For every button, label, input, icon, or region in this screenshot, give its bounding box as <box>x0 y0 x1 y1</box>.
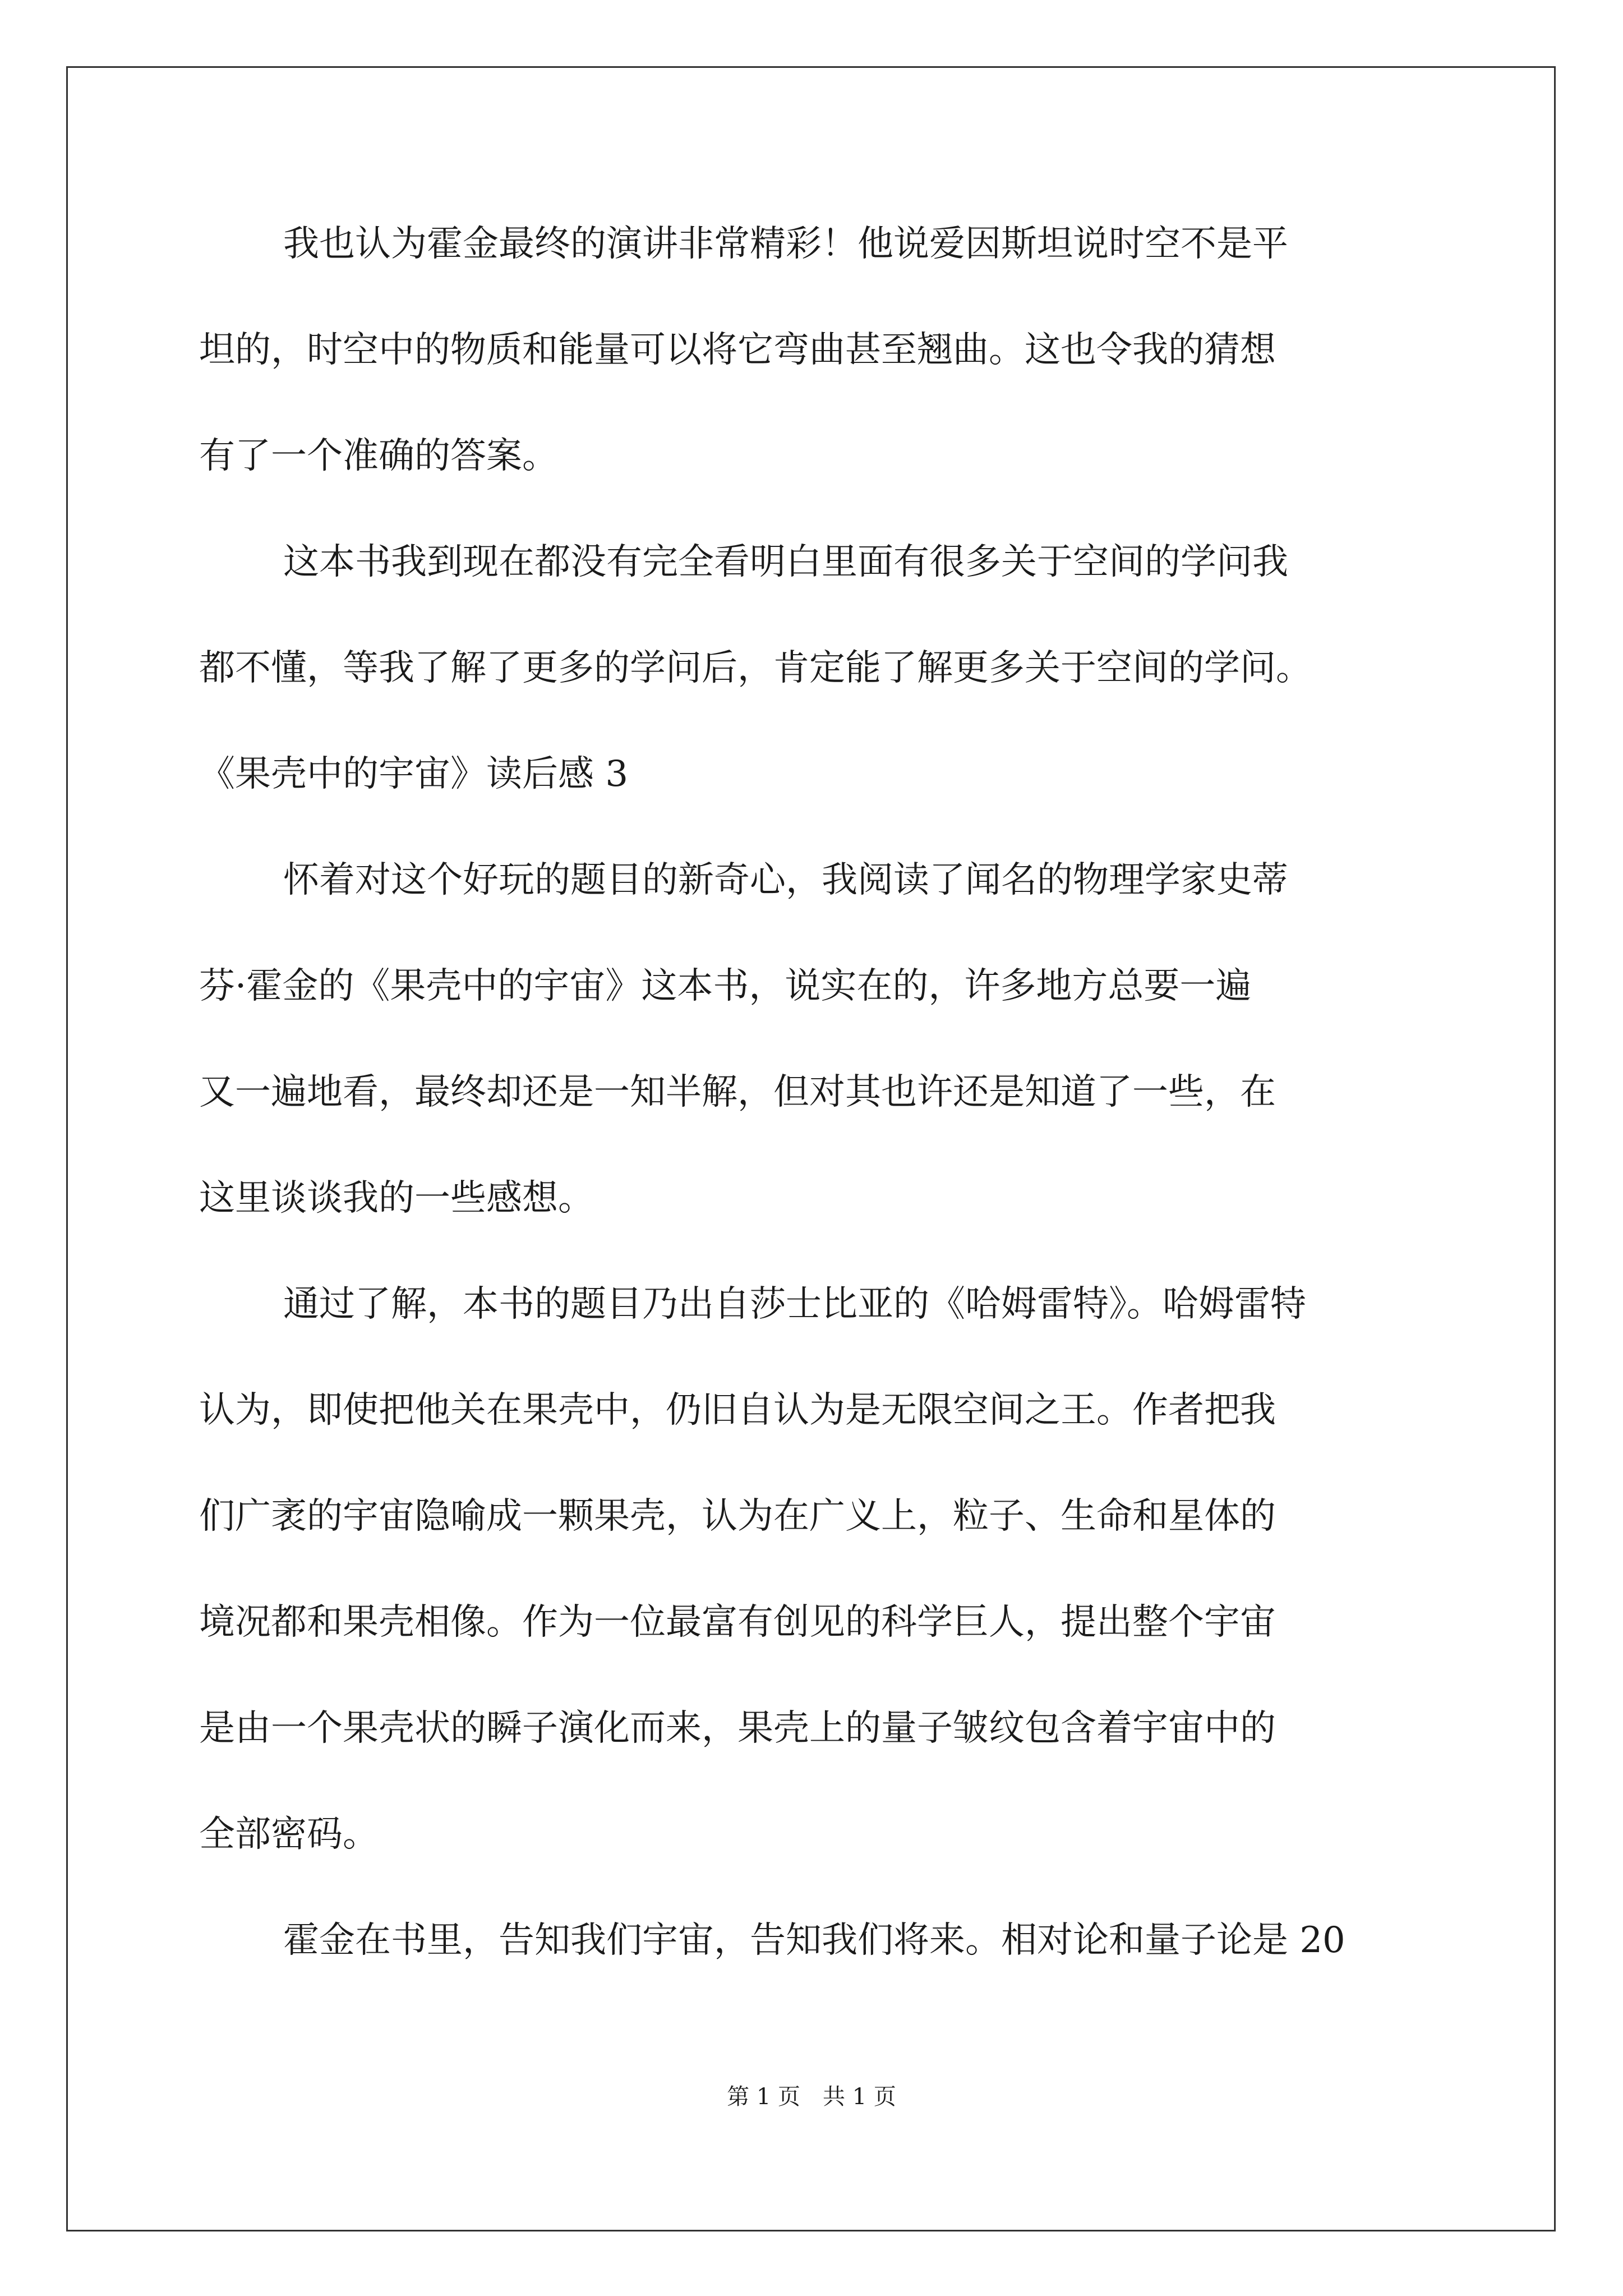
paragraph-line: 是由一个果壳状的瞬子演化而来，果壳上的量子皱纹包含着宇宙中的 <box>199 1708 1276 1749</box>
paragraph-line: 又一遍地看，最终却还是一知半解，但对其也许还是知道了一些，在 <box>199 1071 1276 1113</box>
paragraph-line: 通过了解，本书的题目乃出自莎士比亚的《哈姆雷特》。哈姆雷特 <box>283 1283 1306 1325</box>
paragraph-line: 我也认为霍金最终的演讲非常精彩！他说爱因斯坦说时空不是平 <box>283 223 1288 265</box>
paragraph-line: 芬·霍金的《果壳中的宇宙》这本书，说实在的，许多地方总要一遍 <box>199 965 1252 1007</box>
paragraph-line: 怀着对这个好玩的题目的新奇心，我阅读了闻名的物理学家史蒂 <box>283 859 1288 901</box>
paragraph-line: 这本书我到现在都没有完全看明白里面有很多关于空间的学问我 <box>283 541 1288 583</box>
paragraph-line: 都不懂，等我了解了更多的学问后，肯定能了解更多关于空间的学问。 <box>199 647 1312 689</box>
paragraph-line: 境况都和果壳相像。作为一位最富有创见的科学巨人，提出整个宇宙 <box>199 1602 1276 1643</box>
paragraph-line: 这里谈谈我的一些感想。 <box>199 1177 594 1219</box>
paragraph-line: 们广袤的宇宙隐喻成一颗果壳，认为在广义上，粒子、生命和星体的 <box>199 1496 1276 1537</box>
section-heading: 《果壳中的宇宙》读后感 3 <box>199 753 629 795</box>
paragraph-line: 霍金在书里，告知我们宇宙，告知我们将来。相对论和量子论是 20 <box>283 1920 1345 1961</box>
paragraph-line: 全部密码。 <box>199 1814 379 1855</box>
page-number-footer: 第 1 页 共 1 页 <box>727 2084 896 2110</box>
paragraph-line: 有了一个准确的答案。 <box>199 435 558 477</box>
document-body <box>199 213 1430 2016</box>
paragraph-line: 认为，即使把他关在果壳中，仍旧自认为是无限空间之王。作者把我 <box>199 1389 1276 1431</box>
paragraph-line: 坦的，时空中的物质和能量可以将它弯曲甚至翘曲。这也令我的猜想 <box>199 329 1276 371</box>
